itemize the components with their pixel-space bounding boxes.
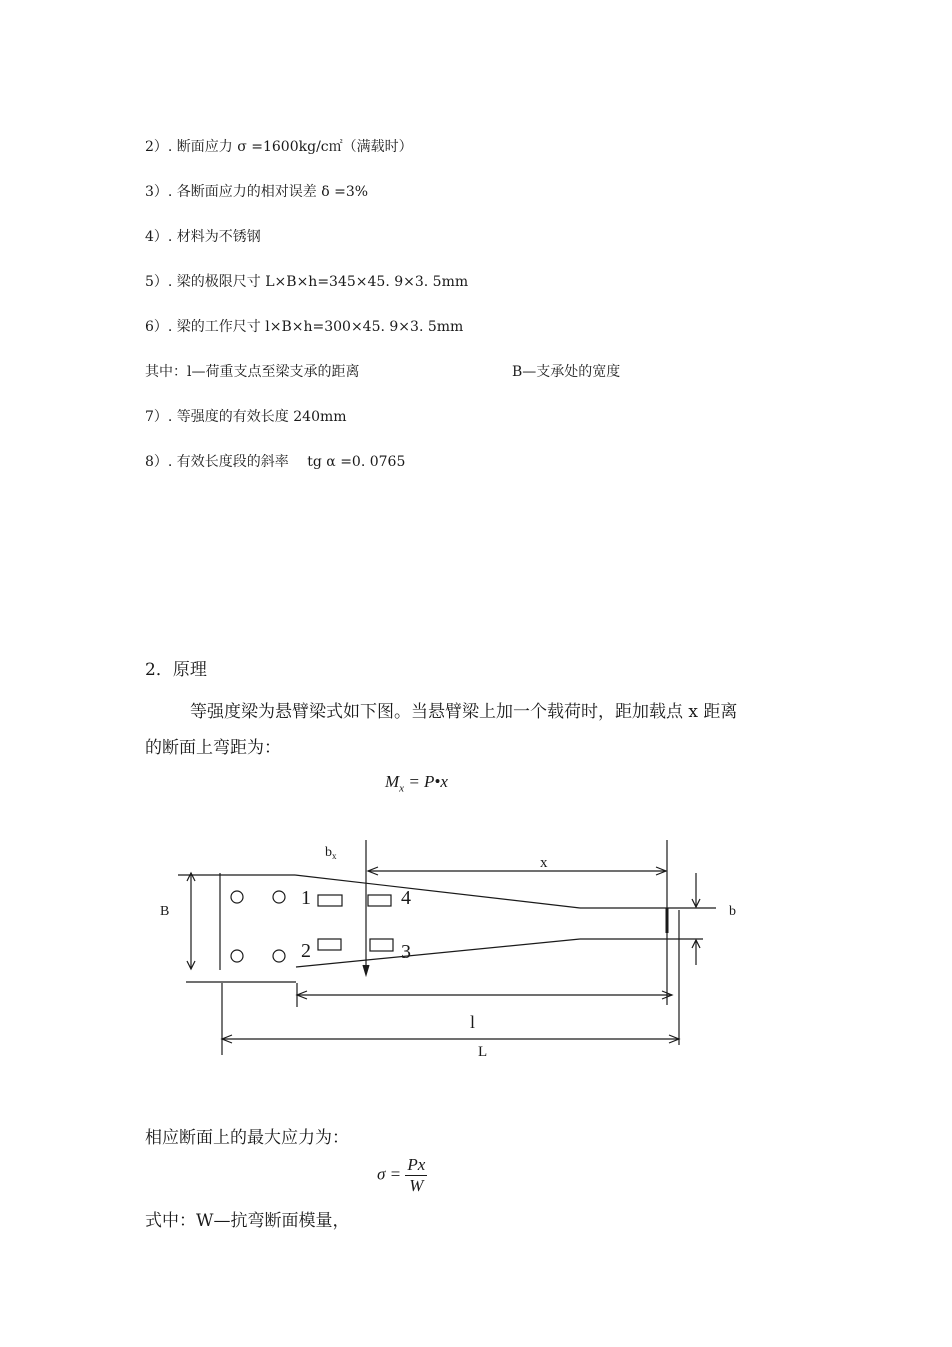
- label-L: L: [478, 1044, 488, 1060]
- label-l: l: [470, 1012, 476, 1032]
- moment-formula: $M_x$ = P•x: [385, 772, 448, 795]
- note-left: 其中：l—荷重支点至梁支承的距离: [145, 364, 360, 380]
- stress-formula: σ = $\frac{Px}{W}$: [377, 1155, 426, 1195]
- paragraph-principle-line2: 的断面上弯距为：: [145, 738, 281, 758]
- label-B: B: [160, 904, 170, 919]
- section-title: 2．原理: [145, 660, 207, 680]
- spec-line-stress: 2）. 断面应力 σ =1600kg/c㎡（满载时）: [145, 139, 413, 155]
- spec-line-material: 4）. 材料为不锈钢: [145, 229, 261, 245]
- gauge-label-2: 2: [301, 940, 311, 962]
- spec-line-work-size: 6）. 梁的工作尺寸 l×B×h=300×45. 9×3. 5mm: [145, 319, 464, 335]
- gauge-label-3: 3: [401, 941, 411, 963]
- gauge-label-1: 1: [301, 887, 311, 909]
- label-x: x: [540, 855, 548, 871]
- label-b: b: [729, 904, 736, 919]
- paragraph-w-definition: 式中：W—抗弯断面模量，: [145, 1211, 350, 1231]
- spec-line-slope: 8）. 有效长度段的斜率 tg α =0. 0765: [145, 454, 406, 470]
- paragraph-principle-line1: 等强度梁为悬臂梁式如下图。当悬臂梁上加一个载荷时，距加载点 x 距离: [190, 702, 738, 722]
- spec-line-error: 3）. 各断面应力的相对误差 δ =3%: [145, 184, 369, 200]
- paragraph-max-stress: 相应断面上的最大应力为：: [145, 1128, 349, 1148]
- spec-line-limit-size: 5）. 梁的极限尺寸 L×B×h=345×45. 9×3. 5mm: [145, 274, 469, 290]
- label-bx: $b_x$: [325, 845, 337, 861]
- spec-line-effective-length: 7）. 等强度的有效长度 240mm: [145, 409, 347, 425]
- beam-diagram: [0, 835, 952, 1065]
- note-right: B—支承处的宽度: [512, 364, 621, 380]
- gauge-label-4: 4: [401, 887, 411, 909]
